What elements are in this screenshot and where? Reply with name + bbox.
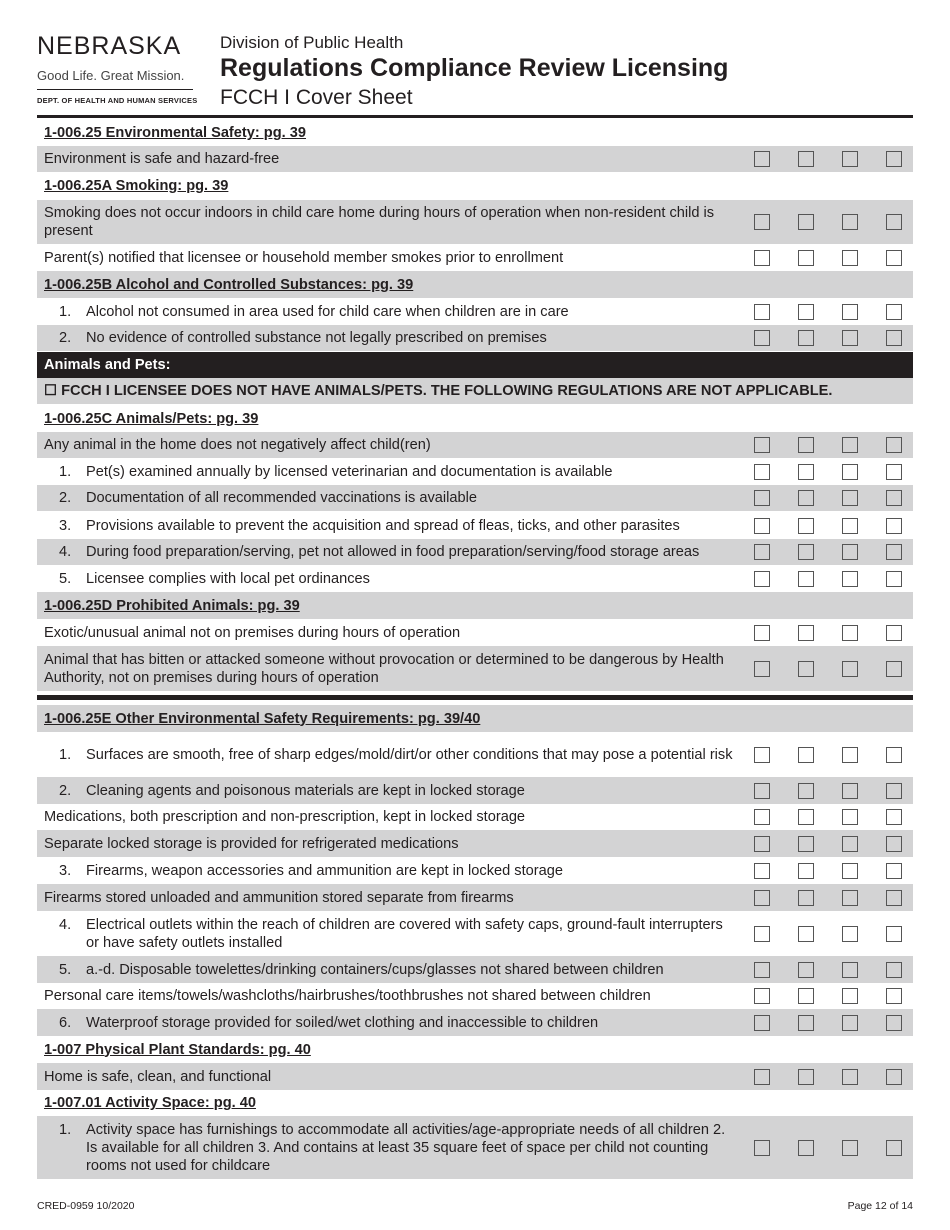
compliance-checkbox-2[interactable] — [798, 890, 814, 906]
compliance-checkbox-1[interactable] — [754, 571, 770, 587]
compliance-checkbox-3[interactable] — [842, 809, 858, 825]
row-text — [37, 916, 737, 952]
section-heading — [37, 592, 913, 619]
compliance-checkbox-1[interactable] — [754, 890, 770, 906]
section-heading — [37, 120, 913, 146]
row-label: 1-006.25A Smoking: pg. 39 — [44, 178, 229, 194]
row-label: Environment is safe and hazard-free — [44, 151, 280, 167]
row-text — [37, 517, 737, 535]
compliance-checkbox-4[interactable] — [886, 890, 902, 906]
compliance-checkbox-4[interactable] — [886, 783, 902, 799]
table-row — [37, 911, 913, 956]
compliance-checkbox-3[interactable] — [842, 988, 858, 1004]
compliance-checkbox-4[interactable] — [886, 747, 902, 763]
compliance-checkbox-3[interactable] — [842, 518, 858, 534]
compliance-checkbox-2[interactable] — [798, 490, 814, 506]
row-text — [37, 124, 737, 142]
compliance-checkbox-3[interactable] — [842, 490, 858, 506]
compliance-checkbox-1[interactable] — [754, 1140, 770, 1156]
compliance-checkbox-2[interactable] — [798, 544, 814, 560]
row-text — [37, 570, 737, 588]
compliance-checkbox-4[interactable] — [886, 490, 902, 506]
compliance-checkbox-1[interactable] — [754, 1015, 770, 1031]
row-text — [37, 1121, 737, 1175]
row-label: 1-006.25C Animals/Pets: pg. 39 — [44, 410, 259, 427]
row-label: Electrical outlets within the reach of children are covered with safety caps, ground-fault interrupters or have safety outlets installed — [86, 916, 723, 951]
compliance-checkbox-4[interactable] — [886, 214, 902, 230]
compliance-checkbox-2[interactable] — [798, 661, 814, 677]
table-row — [37, 432, 913, 458]
compliance-checkbox-1[interactable] — [754, 304, 770, 320]
row-label: During food preparation/serving, pet not allowed in food preparation/serving/food storage areas — [86, 544, 700, 560]
compliance-checkbox-2[interactable] — [798, 437, 814, 453]
compliance-checkbox-2[interactable] — [798, 1140, 814, 1156]
compliance-checkbox-2[interactable] — [798, 304, 814, 320]
section-heading — [37, 173, 913, 199]
section-divider — [37, 695, 913, 700]
table-row — [37, 619, 913, 646]
compliance-checkbox-4[interactable] — [886, 250, 902, 266]
compliance-checkbox-3[interactable] — [842, 214, 858, 230]
row-label: Medications, both prescription and non-prescription, kept in locked storage — [44, 809, 526, 825]
row-text — [37, 1068, 737, 1086]
compliance-checkbox-1[interactable] — [754, 836, 770, 852]
row-text — [37, 597, 737, 615]
compliance-checkbox-1[interactable] — [754, 747, 770, 763]
row-text — [37, 961, 737, 979]
row-text — [37, 710, 737, 728]
row-text — [37, 1041, 737, 1059]
compliance-checkbox-3[interactable] — [842, 1069, 858, 1085]
row-text — [37, 249, 737, 267]
compliance-checkbox-4[interactable] — [886, 1015, 902, 1031]
division-name: Division of Public Health — [220, 33, 404, 52]
logo-department: DEPT. OF HEALTH AND HUMAN SERVICES — [37, 96, 198, 105]
row-text — [37, 782, 737, 800]
row-text — [37, 177, 737, 195]
item-number: 2. — [59, 782, 72, 799]
row-text — [37, 1014, 737, 1032]
compliance-checkbox-2[interactable] — [798, 836, 814, 852]
table-row — [37, 512, 913, 539]
table-row — [37, 646, 913, 691]
logo-tagline: Good Life. Great Mission. — [37, 68, 185, 83]
row-label: Exotic/unusual animal not on premises during hours of operation — [44, 624, 461, 641]
not-applicable-notice[interactable] — [37, 378, 913, 404]
item-number: 2. — [59, 490, 72, 506]
page-number: Page 12 of 14 — [847, 1200, 913, 1212]
compliance-checkbox-1[interactable] — [754, 988, 770, 1004]
row-label: Licensee complies with local pet ordinances — [86, 570, 370, 587]
row-label: 1-006.25D Prohibited Animals: pg. 39 — [44, 597, 300, 614]
compliance-checkbox-4[interactable] — [886, 809, 902, 825]
table-row — [37, 857, 913, 884]
compliance-checkbox-3[interactable] — [842, 464, 858, 480]
row-text — [37, 835, 737, 853]
compliance-checkbox-2[interactable] — [798, 625, 814, 641]
row-label: 1-006.25 Environmental Safety: pg. 39 — [44, 125, 306, 141]
compliance-checkbox-1[interactable] — [754, 464, 770, 480]
row-text — [37, 436, 737, 454]
table-row — [37, 884, 913, 911]
row-label: Personal care items/towels/washcloths/hairbrushes/toothbrushes not shared between children — [44, 988, 651, 1004]
compliance-checkbox-1[interactable] — [754, 863, 770, 879]
section-heading — [37, 1036, 913, 1063]
table-row — [37, 1063, 913, 1090]
section-heading — [37, 271, 913, 298]
row-label: Animals and Pets: — [44, 357, 171, 373]
compliance-checkbox-3[interactable] — [842, 544, 858, 560]
compliance-checkbox-4[interactable] — [886, 151, 902, 167]
table-row — [37, 200, 913, 244]
nebraska-logo-wordmark: NEBRASKA — [37, 32, 182, 60]
compliance-checkbox-3[interactable] — [842, 250, 858, 266]
compliance-checkbox-1[interactable] — [754, 544, 770, 560]
row-text — [37, 463, 737, 481]
compliance-checkbox-4[interactable] — [886, 464, 902, 480]
section-heading — [37, 1090, 913, 1116]
compliance-checkbox-2[interactable] — [798, 464, 814, 480]
compliance-checkbox-4[interactable] — [886, 836, 902, 852]
compliance-checkbox-4[interactable] — [886, 962, 902, 978]
table-row — [37, 1116, 913, 1179]
compliance-checkbox-3[interactable] — [842, 437, 858, 453]
row-label: Separate locked storage is provided for refrigerated medications — [44, 835, 459, 852]
row-label: Waterproof storage provided for soiled/wet clothing and inaccessible to children — [86, 1014, 599, 1031]
compliance-checkbox-3[interactable] — [842, 330, 858, 346]
compliance-checkbox-1[interactable] — [754, 490, 770, 506]
page-subtitle: FCCH I Cover Sheet — [220, 86, 413, 109]
table-row — [37, 1009, 913, 1036]
row-text — [37, 746, 737, 764]
compliance-checkbox-3[interactable] — [842, 890, 858, 906]
table-row — [37, 804, 913, 830]
compliance-checkbox-2[interactable] — [798, 926, 814, 942]
section-heading — [37, 405, 913, 432]
row-label: Any animal in the home does not negatively affect child(ren) — [44, 437, 431, 453]
compliance-checkbox-3[interactable] — [842, 747, 858, 763]
row-label: a.-d. Disposable towelettes/drinking containers/cups/glasses not shared between children — [86, 961, 664, 978]
compliance-checkbox-3[interactable] — [842, 863, 858, 879]
compliance-checkbox-2[interactable] — [798, 783, 814, 799]
row-text — [37, 808, 737, 826]
row-label: Cleaning agents and poisonous materials are kept in locked storage — [86, 782, 525, 799]
row-label: Provisions available to prevent the acquisition and spread of fleas, ticks, and other parasites — [86, 517, 680, 534]
compliance-checkbox-4[interactable] — [886, 518, 902, 534]
compliance-checkbox-2[interactable] — [798, 1069, 814, 1085]
compliance-checkbox-3[interactable] — [842, 926, 858, 942]
row-text — [37, 410, 737, 428]
compliance-checkbox-2[interactable] — [798, 250, 814, 266]
table-row — [37, 485, 913, 511]
item-number: 4. — [59, 916, 72, 933]
compliance-checkbox-2[interactable] — [798, 962, 814, 978]
table-row — [37, 830, 913, 857]
item-number: 5. — [59, 570, 72, 587]
compliance-checkbox-4[interactable] — [886, 544, 902, 560]
compliance-checkbox-2[interactable] — [798, 518, 814, 534]
compliance-checkbox-1[interactable] — [754, 151, 770, 167]
row-label: ☐ FCCH I LICENSEE DOES NOT HAVE ANIMALS/PETS. THE FOLLOWING REGULATIONS ARE NOT APPLICABLE. — [44, 383, 833, 399]
row-label: No evidence of controlled substance not legally prescribed on premises — [86, 330, 547, 346]
compliance-checkbox-3[interactable] — [842, 1015, 858, 1031]
table-row — [37, 146, 913, 172]
row-text — [37, 329, 737, 347]
compliance-checkbox-3[interactable] — [842, 625, 858, 641]
row-text — [37, 382, 913, 400]
compliance-checkbox-1[interactable] — [754, 661, 770, 677]
compliance-checkbox-4[interactable] — [886, 571, 902, 587]
compliance-checkbox-4[interactable] — [886, 863, 902, 879]
compliance-checkbox-3[interactable] — [842, 304, 858, 320]
compliance-checkbox-4[interactable] — [886, 988, 902, 1004]
compliance-checkbox-1[interactable] — [754, 518, 770, 534]
item-number: 1. — [59, 1121, 72, 1138]
item-number: 2. — [59, 330, 72, 346]
row-label: Smoking does not occur indoors in child care home during hours of operation when non-resident child is present — [44, 205, 715, 239]
section-bar — [37, 352, 913, 378]
compliance-checkbox-1[interactable] — [754, 625, 770, 641]
row-text — [37, 356, 737, 374]
row-label: Firearms stored unloaded and ammunition stored separate from firearms — [44, 889, 514, 906]
compliance-checkbox-3[interactable] — [842, 661, 858, 677]
form-id: CRED-0959 10/2020 — [37, 1200, 135, 1212]
compliance-checkbox-2[interactable] — [798, 214, 814, 230]
row-label: Firearms, weapon accessories and ammunition are kept in locked storage — [86, 862, 563, 879]
table-row — [37, 244, 913, 271]
row-label: 1-006.25E Other Environmental Safety Requirements: pg. 39/40 — [44, 710, 481, 727]
compliance-checkbox-1[interactable] — [754, 809, 770, 825]
compliance-checkbox-2[interactable] — [798, 809, 814, 825]
row-text — [37, 276, 737, 294]
compliance-checkbox-2[interactable] — [798, 747, 814, 763]
header-rule — [37, 115, 913, 118]
compliance-checkbox-4[interactable] — [886, 330, 902, 346]
compliance-checkbox-4[interactable] — [886, 437, 902, 453]
compliance-checkbox-2[interactable] — [798, 151, 814, 167]
compliance-checkbox-4[interactable] — [886, 926, 902, 942]
table-row — [37, 565, 913, 592]
compliance-checkbox-4[interactable] — [886, 625, 902, 641]
page-title: Regulations Compliance Review Licensing — [220, 54, 729, 82]
compliance-checkbox-1[interactable] — [754, 783, 770, 799]
item-number: 1. — [59, 746, 72, 763]
row-text — [37, 489, 737, 507]
item-number: 3. — [59, 862, 72, 879]
compliance-checkbox-1[interactable] — [754, 250, 770, 266]
table-row — [37, 539, 913, 565]
compliance-checkbox-4[interactable] — [886, 661, 902, 677]
row-label: Parent(s) notified that licensee or household member smokes prior to enrollment — [44, 249, 564, 266]
item-number: 4. — [59, 544, 72, 560]
compliance-checkbox-1[interactable] — [754, 214, 770, 230]
item-number: 1. — [59, 303, 72, 320]
table-row — [37, 777, 913, 804]
row-text — [37, 1094, 737, 1112]
row-label: 1-007.01 Activity Space: pg. 40 — [44, 1095, 256, 1111]
compliance-checkbox-2[interactable] — [798, 571, 814, 587]
table-row — [37, 458, 913, 485]
compliance-checkbox-2[interactable] — [798, 1015, 814, 1031]
compliance-checkbox-4[interactable] — [886, 1069, 902, 1085]
compliance-checkbox-3[interactable] — [842, 151, 858, 167]
row-label: 1-007 Physical Plant Standards: pg. 40 — [44, 1041, 311, 1058]
compliance-checkbox-2[interactable] — [798, 863, 814, 879]
row-text — [37, 204, 737, 240]
compliance-checkbox-1[interactable] — [754, 437, 770, 453]
row-label: Animal that has bitten or attacked someone without provocation or determined to be dangerous by Health Authority, not on premises during hours of operation — [44, 651, 724, 686]
section-heading — [37, 705, 913, 732]
item-number: 6. — [59, 1014, 72, 1031]
row-text — [37, 987, 737, 1005]
compliance-checkbox-3[interactable] — [842, 962, 858, 978]
compliance-checkbox-3[interactable] — [842, 836, 858, 852]
compliance-checkbox-3[interactable] — [842, 1140, 858, 1156]
table-row — [37, 325, 913, 351]
row-text — [37, 624, 737, 642]
compliance-checkbox-3[interactable] — [842, 783, 858, 799]
row-text — [37, 651, 737, 687]
row-label: 1-006.25B Alcohol and Controlled Substances: pg. 39 — [44, 276, 414, 293]
compliance-checkbox-4[interactable] — [886, 304, 902, 320]
item-number: 5. — [59, 961, 72, 978]
logo-divider — [37, 89, 193, 90]
row-text — [37, 303, 737, 321]
compliance-checkbox-2[interactable] — [798, 988, 814, 1004]
compliance-checkbox-1[interactable] — [754, 962, 770, 978]
item-number: 3. — [59, 517, 72, 534]
row-label: Pet(s) examined annually by licensed veterinarian and documentation is available — [86, 463, 613, 480]
compliance-checkbox-3[interactable] — [842, 571, 858, 587]
row-text — [37, 889, 737, 907]
row-label: Activity space has furnishings to accommodate all activities/age-appropriate needs of all children 2. Is available for all children 3. And contains at least 35 square feet of space per child not counting rooms not used for childcare — [86, 1121, 726, 1174]
row-label: Alcohol not consumed in area used for child care when children are in care — [86, 303, 569, 320]
row-text — [37, 862, 737, 880]
item-number: 1. — [59, 463, 72, 480]
compliance-checkbox-1[interactable] — [754, 330, 770, 346]
table-row — [37, 983, 913, 1009]
table-row — [37, 732, 913, 777]
row-text — [37, 543, 737, 561]
compliance-checkbox-4[interactable] — [886, 1140, 902, 1156]
row-label: Documentation of all recommended vaccinations is available — [86, 490, 477, 506]
row-label: Surfaces are smooth, free of sharp edges/mold/dirt/or other conditions that may pose a potential risk — [86, 746, 733, 763]
table-row — [37, 956, 913, 983]
compliance-checkbox-2[interactable] — [798, 330, 814, 346]
table-row — [37, 298, 913, 325]
row-label: Home is safe, clean, and functional — [44, 1068, 272, 1085]
row-text — [37, 150, 737, 168]
compliance-checkbox-1[interactable] — [754, 926, 770, 942]
compliance-checkbox-1[interactable] — [754, 1069, 770, 1085]
